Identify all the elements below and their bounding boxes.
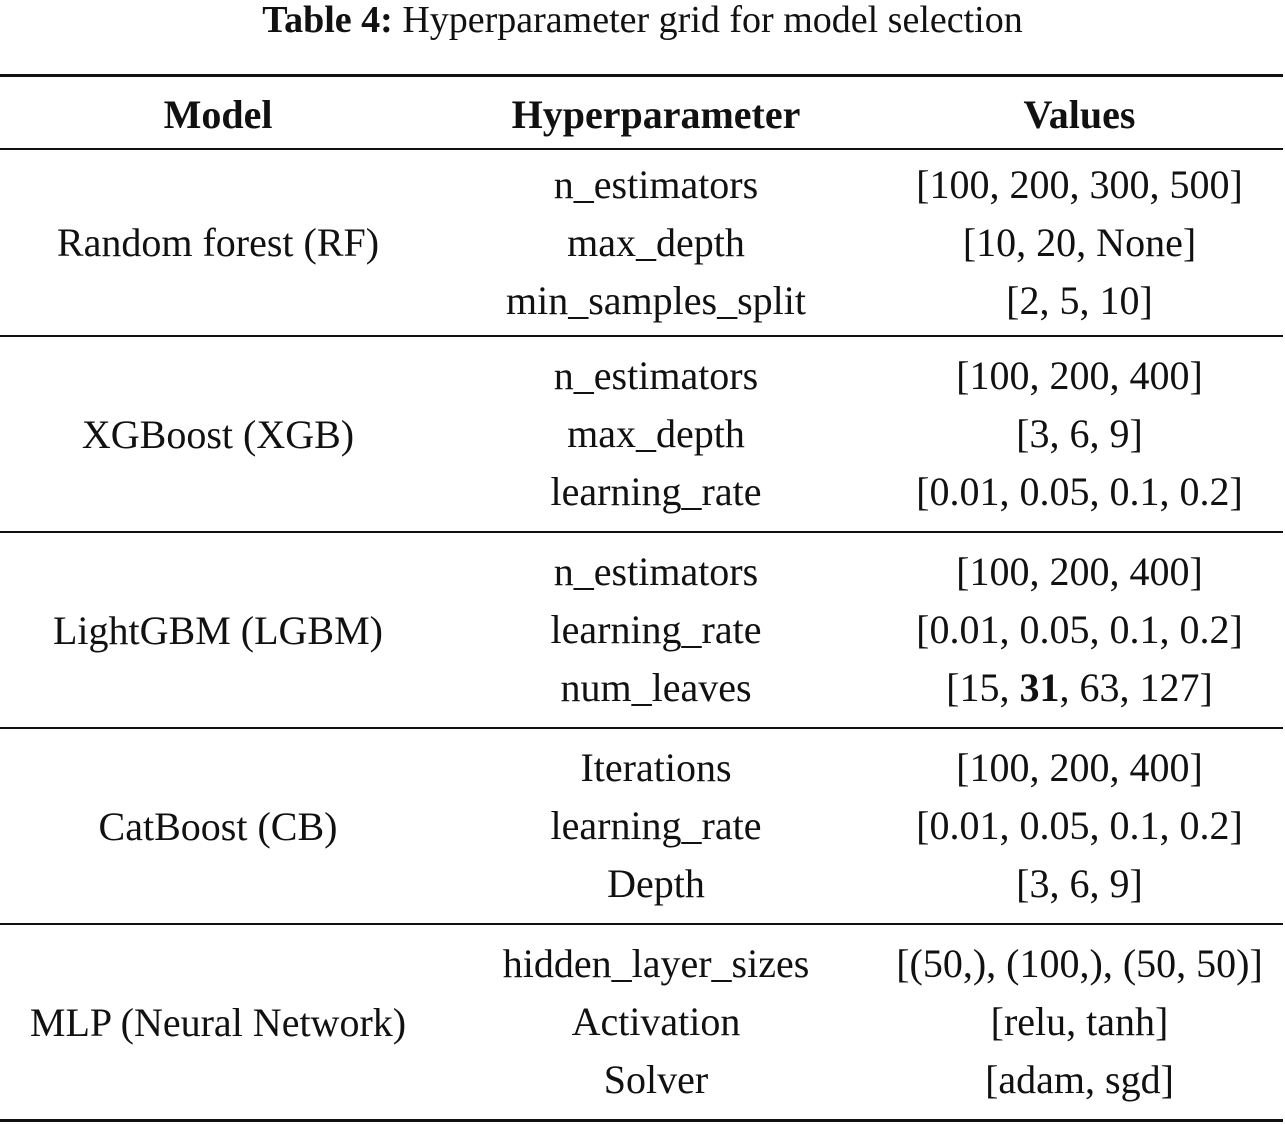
hyperparameter-name: Activation [571, 999, 741, 1044]
value-text: , 63, 127] [1059, 665, 1213, 710]
hyperparameter-name: n_estimators [553, 353, 759, 398]
hyperparameter-values [876, 659, 1283, 717]
hyperparameter-values: [100, 200, 400] [956, 745, 1203, 790]
hyperparameter-name: learning_rate [550, 607, 762, 652]
header-values: Values [1023, 92, 1136, 137]
header-model: Model [163, 92, 273, 137]
header-hyperparameter: Hyperparameter [511, 92, 801, 137]
hyperparameter-values: [100, 200, 300, 500] [916, 161, 1243, 207]
hyperparameter-cell [436, 729, 876, 923]
hyperparameter-name: min_samples_split [506, 277, 806, 323]
hyperparameter-cell [436, 150, 876, 335]
hyperparameter-name: hidden_layer_sizes [502, 941, 810, 986]
hyperparameter-cell [436, 925, 876, 1119]
value-text: [15, [946, 665, 1020, 710]
model-cell: CatBoost (CB) [98, 803, 338, 849]
hyperparameter-name: Depth [607, 861, 705, 906]
table-row-group-xgb [0, 337, 1283, 531]
hyperparameter-values: [adam, sgd] [985, 1057, 1174, 1102]
hyperparameter-values: [0.01, 0.05, 0.1, 0.2] [916, 469, 1243, 514]
caption-label: Table 4: [262, 0, 393, 41]
hyperparameter-cell [436, 533, 876, 727]
hyperparameter-values: [0.01, 0.05, 0.1, 0.2] [916, 803, 1243, 848]
hyperparameter-values: [(50,), (100,), (50, 50)] [896, 941, 1263, 986]
table-row-group-lgbm [0, 533, 1283, 727]
hyperparameter-values: [relu, tanh] [990, 999, 1169, 1044]
hyperparameter-values: [2, 5, 10] [1006, 277, 1153, 323]
table-row-group-rf [0, 150, 1283, 335]
hyperparameter-name: Solver [603, 1057, 709, 1102]
values-cell [876, 533, 1283, 727]
hyperparameter-name: learning_rate [550, 469, 762, 514]
values-cell [876, 729, 1283, 923]
model-cell: Random forest (RF) [56, 220, 380, 265]
table-row-group-cb [0, 729, 1283, 923]
model-cell: LightGBM (LGBM) [53, 607, 383, 653]
hyperparameter-name: n_estimators [553, 549, 759, 594]
table-row-group-mlp [0, 925, 1283, 1119]
table-caption [0, 0, 1285, 40]
hyperparameter-name: Iterations [580, 745, 732, 790]
hyperparameter-name: learning_rate [550, 803, 762, 848]
hyperparameter-name: max_depth [567, 219, 745, 265]
hyperparameter-values: [100, 200, 400] [956, 353, 1203, 398]
model-cell: XGBoost (XGB) [81, 411, 355, 457]
table-header [0, 78, 1283, 148]
hyperparameter-values: [100, 200, 400] [956, 549, 1203, 594]
values-cell [876, 925, 1283, 1119]
hyperparameter-values: [0.01, 0.05, 0.1, 0.2] [916, 607, 1243, 652]
hyperparameter-cell [436, 337, 876, 531]
hyperparameter-name: max_depth [567, 411, 745, 456]
hyperparameter-name: num_leaves [560, 665, 752, 710]
hyperparameter-values: [10, 20, None] [962, 219, 1197, 265]
hyperparameter-values: [3, 6, 9] [1016, 861, 1143, 906]
model-cell: MLP (Neural Network) [29, 999, 407, 1045]
hyperparameter-name: n_estimators [553, 161, 759, 207]
highlighted-value: 31 [1019, 665, 1060, 710]
top-rule [0, 74, 1283, 77]
values-cell [876, 150, 1283, 335]
values-cell [876, 337, 1283, 531]
caption-text: Hyperparameter grid for model selection [402, 0, 1023, 41]
bottom-rule [0, 1119, 1283, 1122]
hyperparameter-values: [3, 6, 9] [1016, 411, 1143, 456]
